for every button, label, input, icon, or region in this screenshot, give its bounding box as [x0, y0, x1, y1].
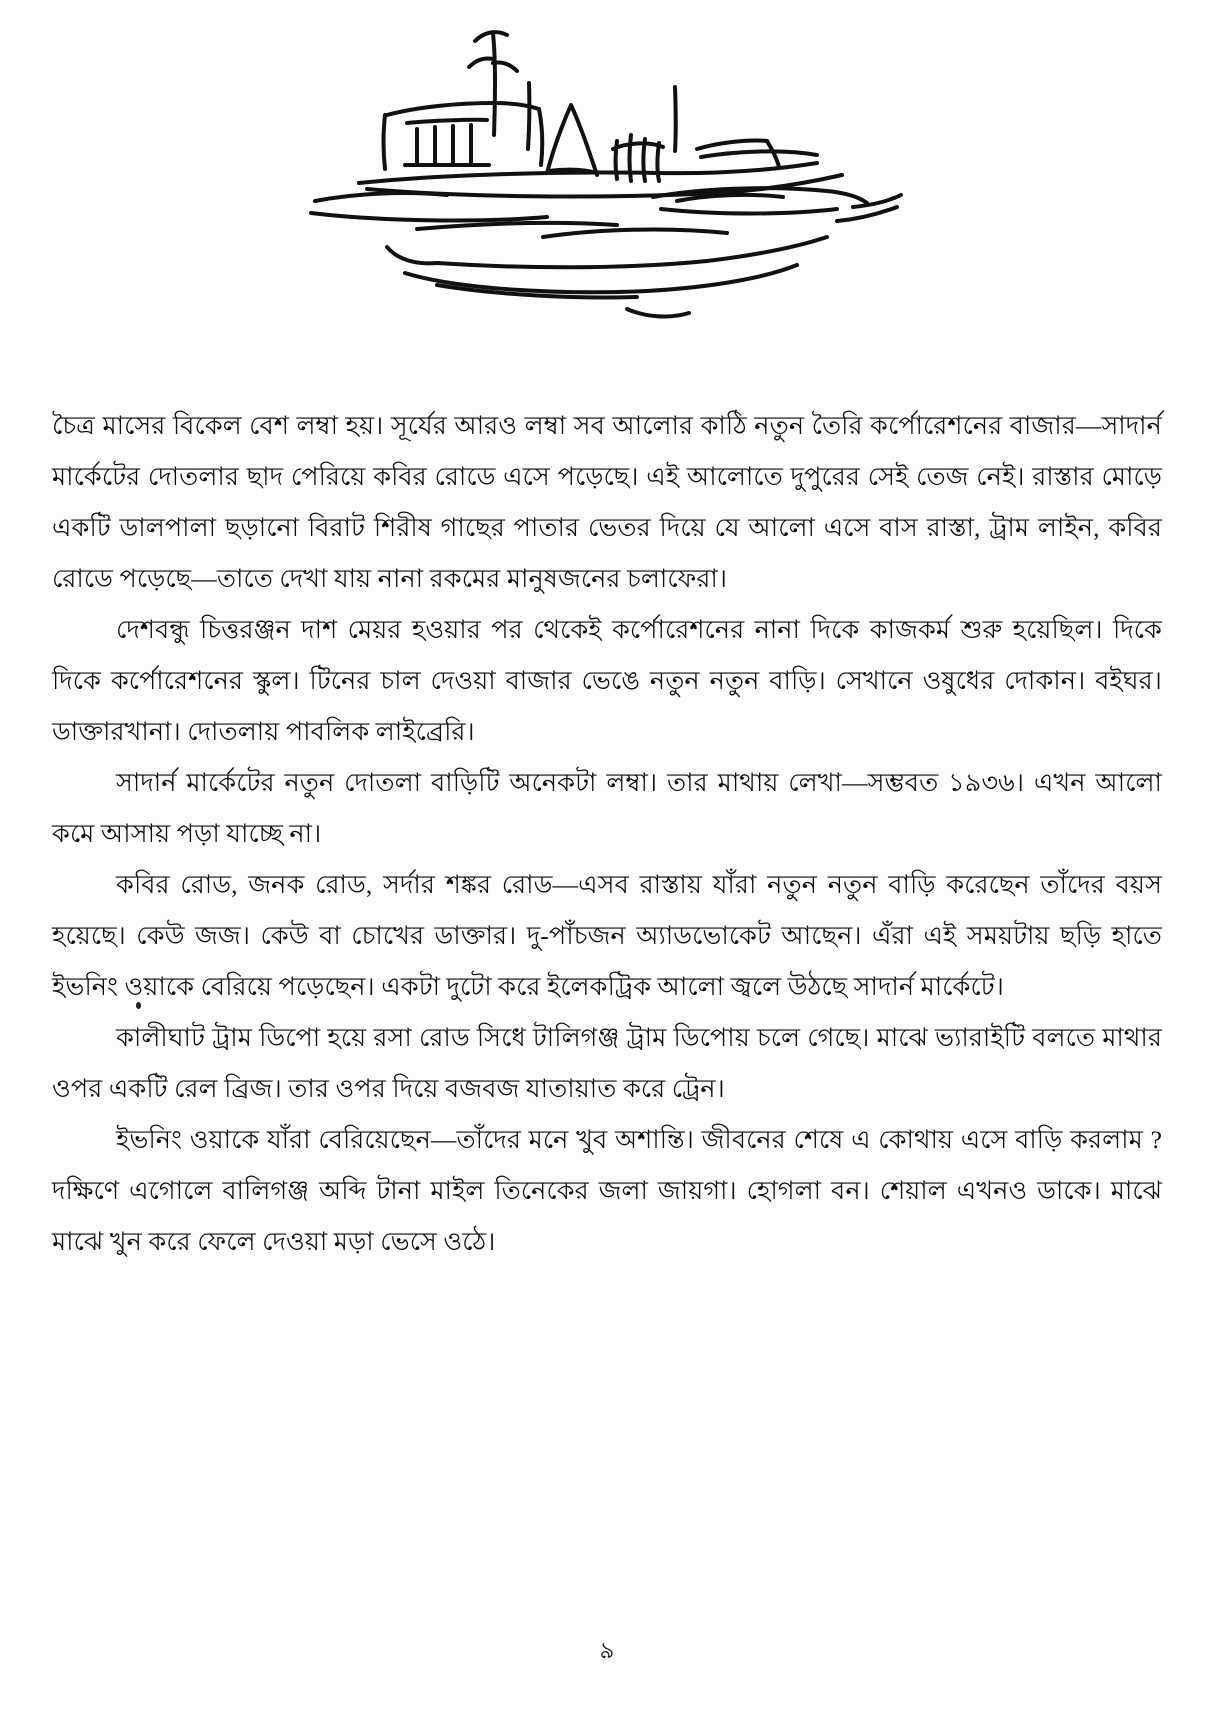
- page-body-text: [52, 400, 1162, 1267]
- paragraph: সাদার্ন মার্কেটের নতুন দোতলা বাড়িটি অনেকটা লম্বা। তার মাথায় লেখা—সম্ভবত ১৯৩৬। এখন আলো কমে আসায় পড়া যাচ্ছে না।: [52, 768, 1162, 848]
- paragraph: কালীঘাট ট্রাম ডিপো হয়ে রসা রোড সিধে টালিগঞ্জ ট্রাম ডিপোয় চলে গেছে। মাঝে ভ্যারাইটি বলতে মাথার ওপর একটি রেল ব্রিজ। তার ওপর দিয়ে বজবজ যাতায়াত করে ট্রেন।: [52, 1023, 1162, 1103]
- paragraph: দেশবন্ধু চিত্তরঞ্জন দাশ মেয়র হওয়ার পর থেকেই কর্পোরেশনের নানা দিকে কাজকর্ম শুরু হয়েছিল। দিকে দিকে কর্পোরেশনের স্কুল। টিনের চাল দেওয়া বাজার ভেঙে নতুন নতুন বাড়ি। সেখানে ওষুধের দোকান। বইঘর। ডাক্তারখানা। দোতলায় পাবলিক লাইব্রেরি।: [52, 615, 1162, 746]
- page-number: ৯: [599, 1638, 615, 1663]
- ink-speck: [136, 1002, 141, 1009]
- line-drawing-riverbank-boats-sketch-icon: [0, 18, 1214, 328]
- paragraph: চৈত্র মাসের বিকেল বেশ লম্বা হয়। সূর্যের আরও লম্বা সব আলোর কাঠি নতুন তৈরি কর্পোরেশনের বাজার—সাদার্ন মার্কেটের দোতলার ছাদ পেরিয়ে কবির রোডে এসে পড়েছে। এই আলোতে দুপুরের সেই তেজ নেই। রাস্তার মোড়ে একটি ডালপালা ছড়ানো বিরাট শিরীষ গাছের পাতার ভেতর দিয়ে যে আলো এসে বাস রাস্তা, ট্রাম লাইন, কবির রোডে পড়েছে—তাতে দেখা যায় নানা রকমের মানুষজনের চলাফেরা।: [52, 411, 1162, 593]
- paragraph: কবির রোড, জনক রোড, সর্দার শঙ্কর রোড—এসব রাস্তায় যাঁরা নতুন নতুন বাড়ি করেছেন তাঁদের বয়স হয়েছে। কেউ জজ। কেউ বা চোখের ডাক্তার। দু-পাঁচজন অ্যাডভোকেট আছেন। এঁরা এই সময়টায় ছড়ি হাতে ইভনিং ওয়াকে বেরিয়ে পড়েছেন। একটা দুটো করে ইলেকট্রিক আলো জ্বলে উঠছে সাদার্ন মার্কেটে।: [52, 870, 1162, 1001]
- paragraph: ইভনিং ওয়াকে যাঁরা বেরিয়েছেন—তাঁদের মনে খুব অশান্তি। জীবনের শেষে এ কোথায় এসে বাড়ি করলাম ? দক্ষিণে এগোলে বালিগঞ্জ অব্দি টানা মাইল তিনেকের জলা জায়গা। হোগলা বন। শেয়াল এখনও ডাকে। মাঝে মাঝে খুন করে ফেলে দেওয়া মড়া ভেসে ওঠে।: [52, 1125, 1162, 1256]
